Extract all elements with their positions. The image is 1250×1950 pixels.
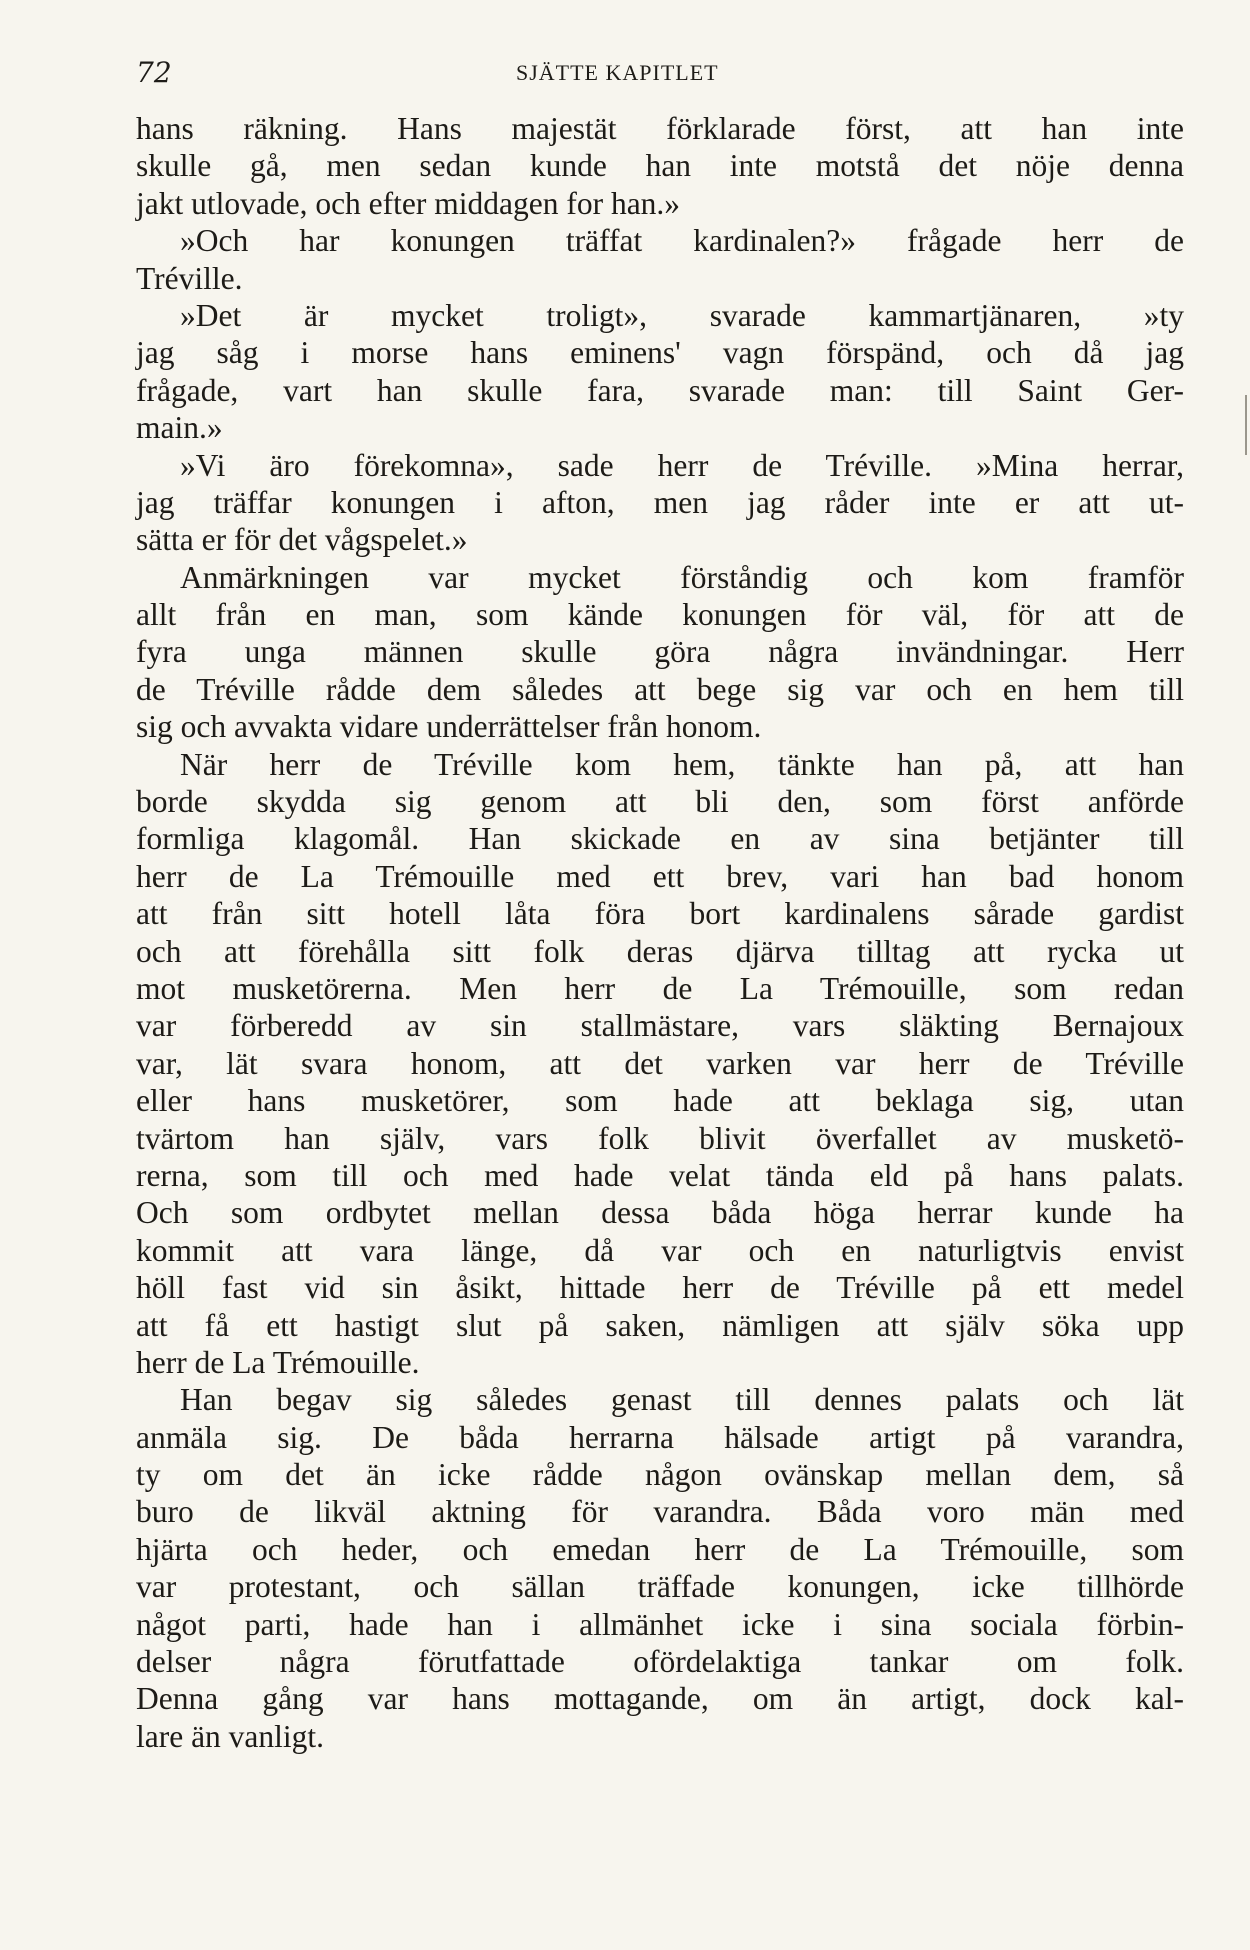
text-line: var protestant, och sällan träffade konungen, icke tillhörde <box>136 1569 1184 1605</box>
page-number: 72 <box>136 56 172 89</box>
text-line: borde skydda sig genom att bli den, som först anförde <box>136 784 1184 820</box>
page-header <box>136 56 1181 96</box>
text-line: höll fast vid sin åsikt, hittade herr de Tréville på ett medel <box>136 1270 1184 1306</box>
text-line: »Vi äro förekomna», sade herr de Tréville. »Mina herrar, <box>180 447 1184 483</box>
text-line: Denna gång var hans mottagande, om än artigt, dock kal- <box>136 1681 1184 1717</box>
text-line: delser några förutfattade ofördelaktiga tankar om folk. <box>136 1644 1184 1680</box>
text-line: och att förehålla sitt folk deras djärva tilltag att rycka ut <box>136 933 1184 969</box>
text-line: Och som ordbytet mellan dessa båda höga herrar kunde ha <box>136 1195 1184 1231</box>
text-line: skulle gå, men sedan kunde han inte motstå det nöje denna <box>136 148 1184 184</box>
text-line: frågade, vart han skulle fara, svarade man: till Saint Ger- <box>136 372 1184 408</box>
text-line: mot musketörerna. Men herr de La Trémouille, som redan <box>136 970 1184 1006</box>
text-line: var, lät svara honom, att det varken var herr de Tréville <box>136 1045 1184 1081</box>
text-line: sätta er för det vågspelet.» <box>136 522 468 558</box>
text-line: När herr de Tréville kom hem, tänkte han på, att han <box>180 746 1184 782</box>
text-line: formliga klagomål. Han skickade en av sina betjänter till <box>136 821 1184 857</box>
text-line: ty om det än icke rådde någon ovänskap mellan dem, så <box>136 1457 1184 1493</box>
text-line: jag såg i morse hans eminens' vagn förspänd, och då jag <box>136 335 1184 371</box>
text-line: herr de La Trémouille. <box>136 1344 420 1380</box>
text-line: var förberedd av sin stallmästare, vars släkting Bernajoux <box>136 1008 1184 1044</box>
page-edge-mark <box>1245 395 1247 455</box>
text-line: att få ett hastigt slut på saken, nämligen att själv söka upp <box>136 1307 1184 1343</box>
text-line: main.» <box>136 410 223 446</box>
body-text <box>136 110 1184 1755</box>
text-line: hans räkning. Hans majestät förklarade först, att han inte <box>136 111 1184 146</box>
text-line: »Det är mycket troligt», svarade kammartjänaren, »ty <box>180 297 1184 333</box>
text-line: anmäla sig. De båda herrarna hälsade artigt på varandra, <box>136 1419 1184 1455</box>
text-line: sig och avvakta vidare underrättelser från honom. <box>136 709 762 745</box>
text-line: något parti, hade han i allmänhet icke i sina sociala förbin- <box>136 1606 1184 1642</box>
text-line: herr de La Trémouille med ett brev, vari han bad honom <box>136 858 1184 894</box>
text-line: rerna, som till och med hade velat tända eld på hans palats. <box>136 1157 1184 1193</box>
text-line: fyra unga männen skulle göra några invändningar. Herr <box>136 634 1184 670</box>
text-line: att från sitt hotell låta föra bort kardinalens sårade gardist <box>136 896 1184 932</box>
text-line: jakt utlovade, och efter middagen for han.» <box>136 185 681 221</box>
text-line: Tréville. <box>136 260 243 296</box>
text-line: Han begav sig således genast till dennes palats och lät <box>180 1382 1184 1418</box>
text-line: lare än vanligt. <box>136 1718 325 1754</box>
text-line: allt från en man, som kände konungen för väl, för att de <box>136 597 1184 633</box>
text-line: tvärtom han själv, vars folk blivit överfallet av musketö- <box>136 1120 1184 1156</box>
text-line: Anmärkningen var mycket förståndig och kom framför <box>180 559 1184 595</box>
text-line: hjärta och heder, och emedan herr de La Trémouille, som <box>136 1531 1184 1567</box>
text-line: buro de likväl aktning för varandra. Båda voro män med <box>136 1494 1184 1530</box>
text-line: »Och har konungen träffat kardinalen?» frågade herr de <box>180 223 1184 259</box>
text-line: eller hans musketörer, som hade att beklaga sig, utan <box>136 1083 1184 1119</box>
text-line: de Tréville rådde dem således att bege sig var och en hem till <box>136 671 1184 707</box>
text-line: jag träffar konungen i afton, men jag råder inte er att ut- <box>136 484 1184 520</box>
text-line: kommit att vara länge, då var och en naturligtvis envist <box>136 1232 1184 1268</box>
running-head: SJÄTTE KAPITLET <box>516 60 719 85</box>
